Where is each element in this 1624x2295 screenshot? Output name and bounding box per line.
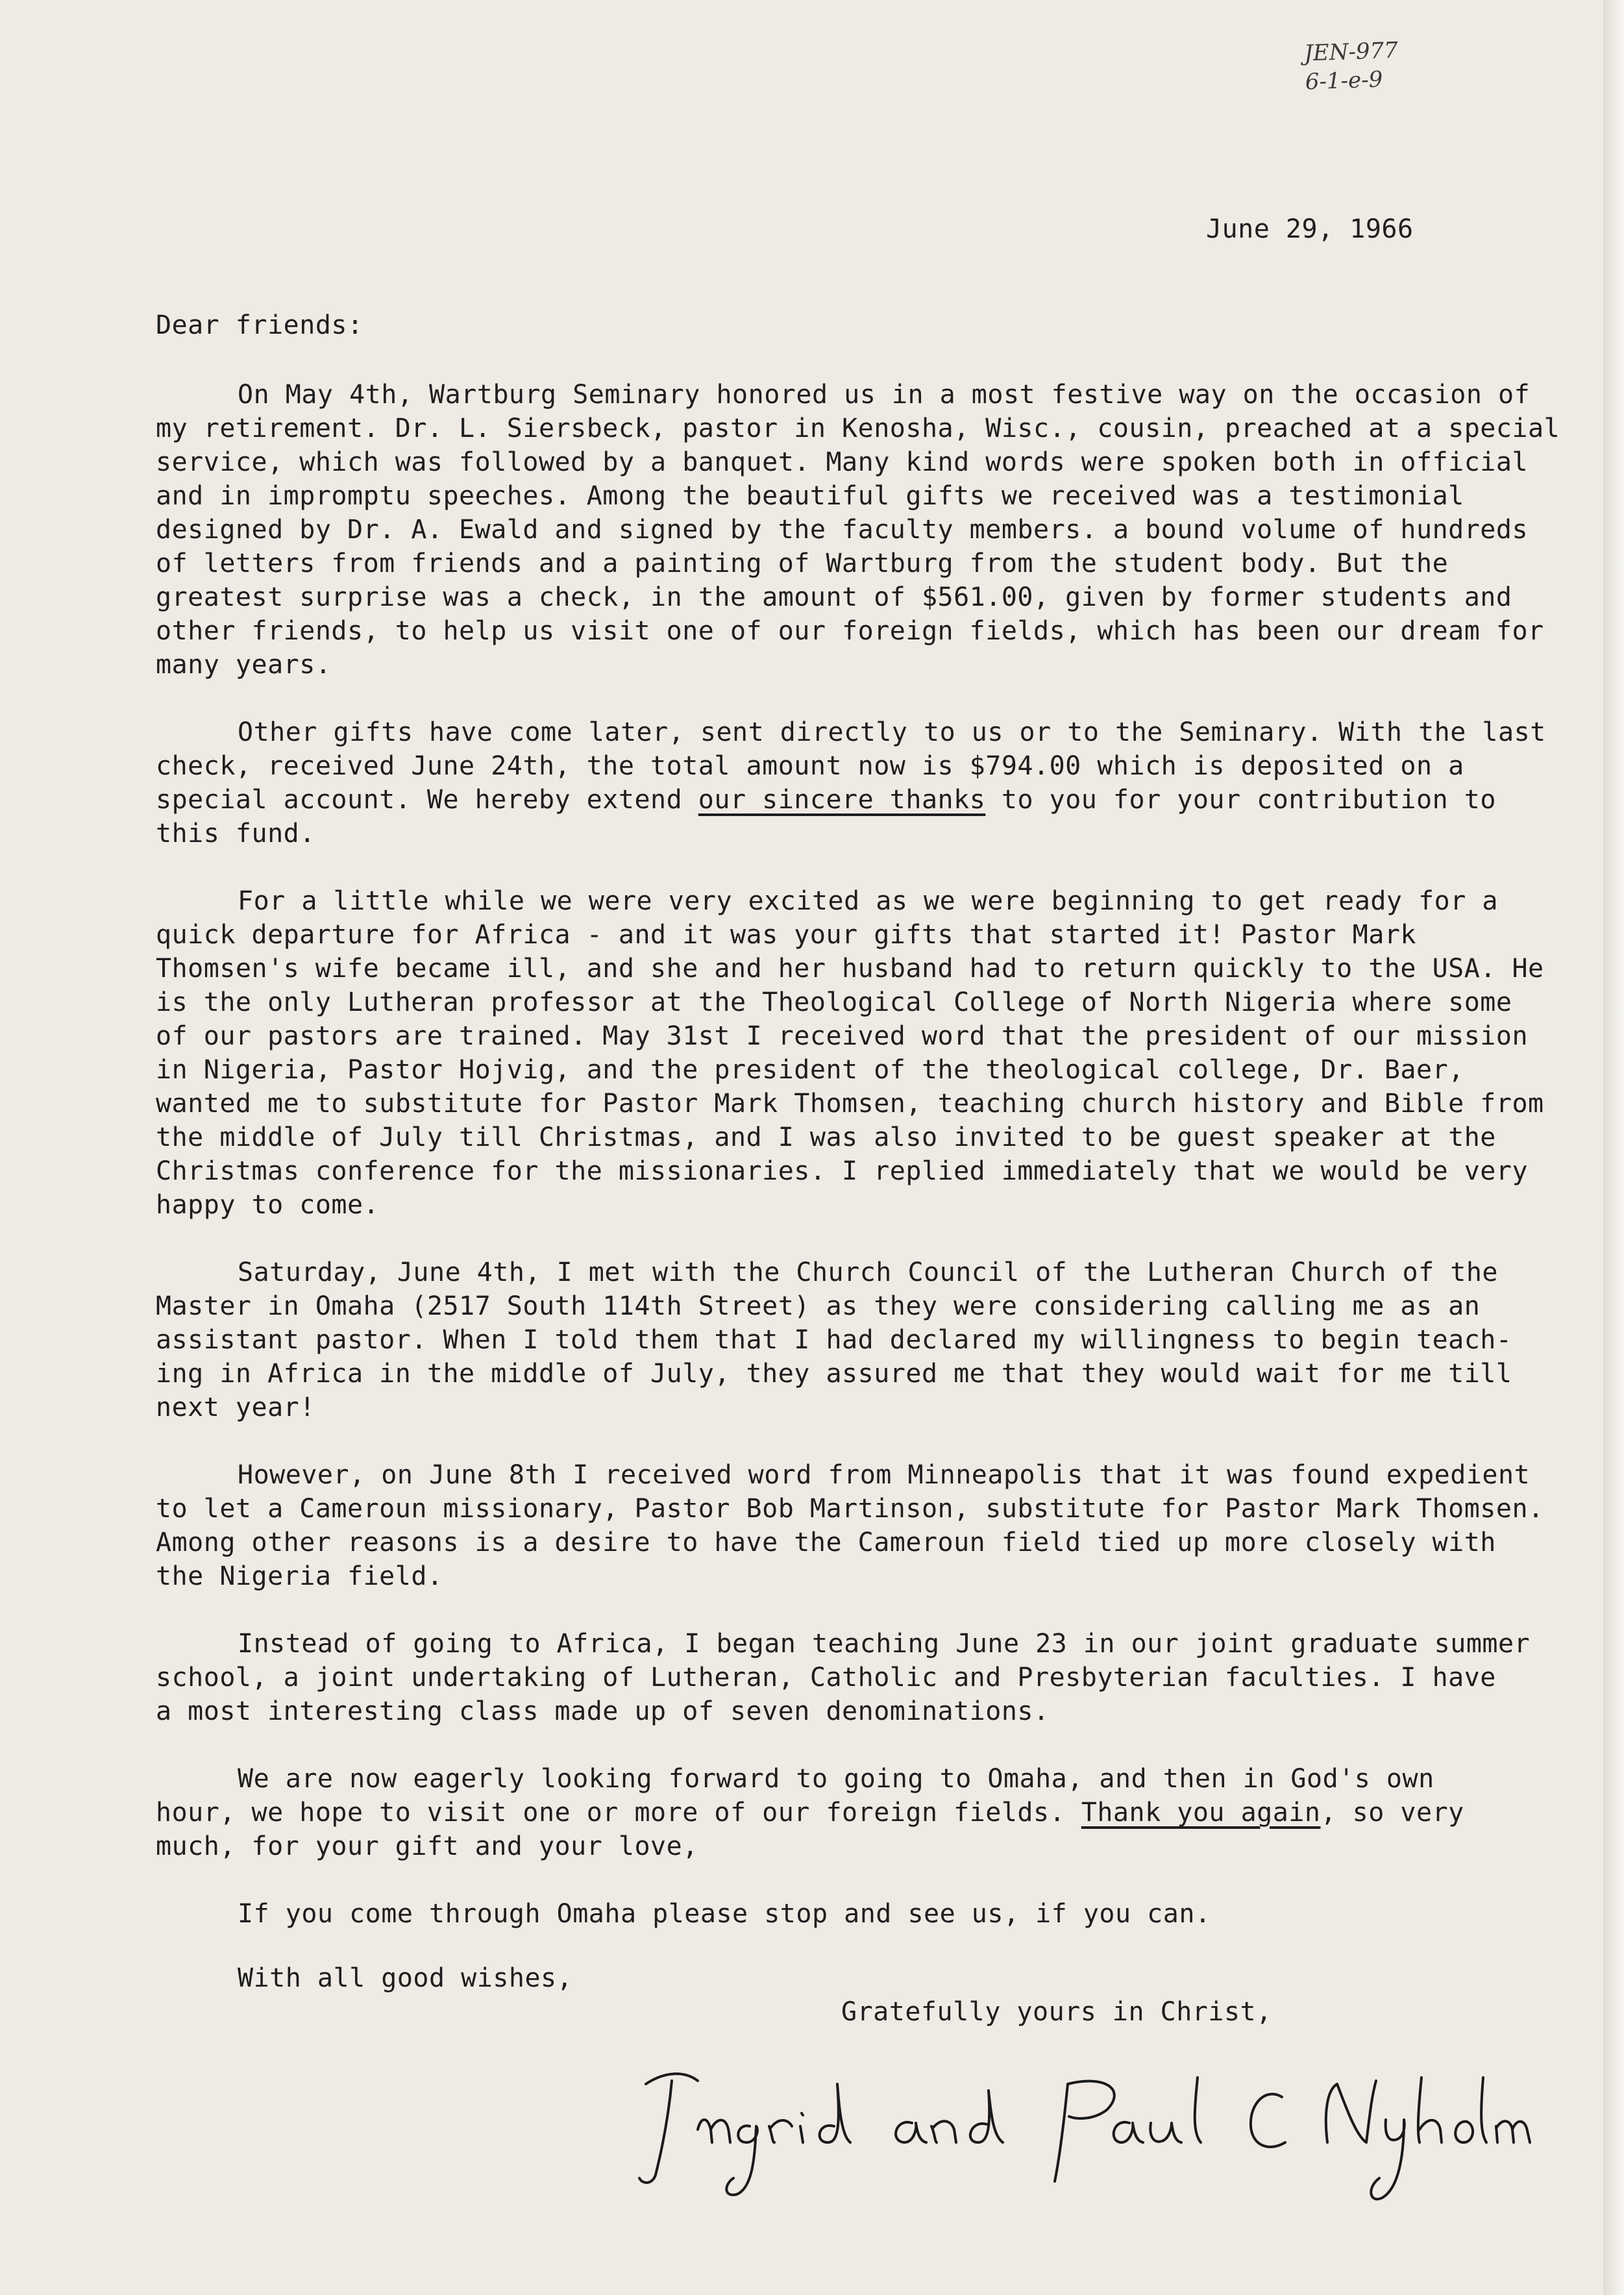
line-text: Thomsen's wife became ill, and she and her husband had to return quickly to the USA. He [156, 954, 1544, 984]
line-text: the middle of July till Christmas, and I was also invited to be guest speaker at the [156, 1123, 1496, 1152]
letter-date: June 29, 1966 [1206, 214, 1414, 244]
text-line [156, 479, 1603, 513]
line-text: For a little while we were very excited as we were beginning to get ready for a [238, 886, 1498, 916]
paragraph [156, 1762, 1603, 1863]
text-line [156, 547, 1603, 580]
line-text: Master in Omaha (2517 South 114th Street) as they were considering calling me as an [156, 1291, 1481, 1321]
salutation: Dear friends: [156, 310, 363, 340]
text-line [156, 378, 1603, 412]
underlined-text: our sincere thanks [698, 785, 986, 815]
line-text: wanted me to substitute for Pastor Mark Thomsen, teaching church history and Bible from [156, 1089, 1544, 1119]
text-line [156, 1830, 1603, 1863]
line-text: other friends, to help us visit one of our foreign fields, which has been our dream for [156, 616, 1544, 646]
text-line [156, 715, 1603, 749]
text-line [156, 1492, 1603, 1526]
text-line [156, 1019, 1603, 1053]
line-text: ing in Africa in the middle of July, they assured me that they would wait for me till [156, 1359, 1512, 1389]
line-text: in Nigeria, Pastor Hojvig, and the president of the theological college, Dr. Baer, [156, 1055, 1464, 1085]
line-text: service, which was followed by a banquet. Many kind words were spoken both in official [156, 447, 1529, 477]
line-text: Instead of going to Africa, I began teaching June 23 in our joint graduate summer [238, 1629, 1531, 1659]
text-line [156, 445, 1603, 479]
line-text: next year! [156, 1393, 315, 1422]
text-line [156, 1357, 1603, 1391]
line-text: designed by Dr. A. Ewald and signed by the faculty members. a bound volume of hundreds [156, 515, 1529, 545]
text-line [156, 817, 1603, 850]
text-line [156, 884, 1603, 918]
text-line [156, 614, 1603, 648]
line-text: However, on June 8th I received word from Minneapolis that it was found expedient [238, 1460, 1531, 1490]
text-line [156, 749, 1603, 783]
text-line [156, 648, 1603, 682]
line-text: this fund. [156, 819, 315, 849]
line-text: happy to come. [156, 1190, 380, 1220]
line-text: and in impromptu speeches. Among the beautiful gifts we received was a testimonial [156, 481, 1464, 511]
line-text: Other gifts have come later, sent directly to us or to the Seminary. With the last [238, 717, 1546, 747]
text-line [156, 412, 1603, 445]
line-text: a most interesting class made up of seven denominations. [156, 1696, 1050, 1726]
text-line [156, 1121, 1603, 1154]
text-line [156, 1694, 1603, 1728]
closing-grateful: Gratefully yours in Christ, [841, 1997, 1272, 2027]
archive-reference-note [1304, 36, 1400, 97]
page-edge [1603, 0, 1624, 2295]
text-line [156, 1087, 1603, 1121]
line-text: On May 4th, Wartburg Seminary honored us in a most festive way on the occasion of [238, 380, 1531, 410]
paragraph [156, 884, 1603, 1222]
text-line [156, 1526, 1603, 1559]
text-line [156, 1458, 1603, 1492]
line-text: special account. We hereby extend [156, 785, 698, 815]
line-text: Christmas conference for the missionaries. I replied immediately that we would be very [156, 1156, 1529, 1186]
text-line [156, 986, 1603, 1019]
text-line [156, 1559, 1603, 1593]
paragraph [156, 715, 1603, 850]
archive-reference-line-1: JEN-977 [1303, 37, 1399, 67]
letter-body [156, 378, 1603, 1931]
archive-reference-line-2: 6-1-e-9 [1305, 66, 1383, 95]
text-line [156, 1289, 1603, 1323]
line-text: much, for your gift and your love, [156, 1831, 698, 1861]
text-line [156, 1154, 1603, 1188]
text-line [156, 1661, 1603, 1694]
line-text: , so very [1320, 1798, 1464, 1828]
paragraph-list [156, 378, 1603, 1863]
line-text: quick departure for Africa - and it was your gifts that started it! Pastor Mark [156, 920, 1416, 950]
line-text: hour, we hope to visit one or more of our foreign fields. [156, 1798, 1081, 1828]
line-text: check, received June 24th, the total amount now is $794.00 which is deposited on a [156, 751, 1464, 781]
line-text: the Nigeria field. [156, 1561, 443, 1591]
closing-wishes: With all good wishes, [238, 1963, 573, 1993]
line-text: greatest surprise was a check, in the amount of $561.00, given by former students and [156, 582, 1512, 612]
closing-line: If you come through Omaha please stop and see us, if you can. [238, 1899, 1211, 1929]
paragraph [156, 1458, 1603, 1593]
text-line [156, 783, 1603, 817]
line-text: school, a joint undertaking of Lutheran, Catholic and Presbyterian faculties. I have [156, 1663, 1496, 1693]
paragraph [156, 1627, 1603, 1728]
text-line [156, 1053, 1603, 1087]
line-text: of letters from friends and a painting of Wartburg from the student body. But the [156, 549, 1449, 578]
text-line [156, 513, 1603, 547]
paragraph [156, 378, 1603, 682]
line-text: of our pastors are trained. May 31st I received word that the president of our mission [156, 1021, 1529, 1051]
line-text: Saturday, June 4th, I met with the Church Council of the Lutheran Church of the [238, 1258, 1498, 1287]
text-line [156, 1188, 1603, 1222]
text-line [156, 1391, 1603, 1424]
line-text: my retirement. Dr. L. Siersbeck, pastor in Kenosha, Wisc., cousin, preached at a special [156, 414, 1560, 443]
text-line [156, 1796, 1603, 1830]
text-line [156, 1256, 1603, 1289]
text-line [156, 1627, 1603, 1661]
line-text: assistant pastor. When I told them that I had declared my willingness to begin teach- [156, 1325, 1512, 1355]
underlined-text: Thank you again [1081, 1798, 1321, 1828]
line-text: is the only Lutheran professor at the Theological College of North Nigeria where some [156, 987, 1512, 1017]
text-line [156, 1762, 1603, 1796]
handwritten-signature [626, 2045, 1535, 2214]
line-text: to you for your contribution to [985, 785, 1496, 815]
line-text: many years. [156, 650, 332, 680]
line-text: to let a Cameroun missionary, Pastor Bob Martinson, substitute for Pastor Mark Thomsen. [156, 1494, 1544, 1524]
paragraph [156, 1256, 1603, 1424]
line-text: Among other reasons is a desire to have the Cameroun field tied up more closely with [156, 1528, 1496, 1557]
line-text: We are now eagerly looking forward to going to Omaha, and then in God's own [238, 1764, 1434, 1794]
text-line [156, 1323, 1603, 1357]
text-line [156, 580, 1603, 614]
text-line [156, 952, 1603, 986]
text-line [156, 918, 1603, 952]
